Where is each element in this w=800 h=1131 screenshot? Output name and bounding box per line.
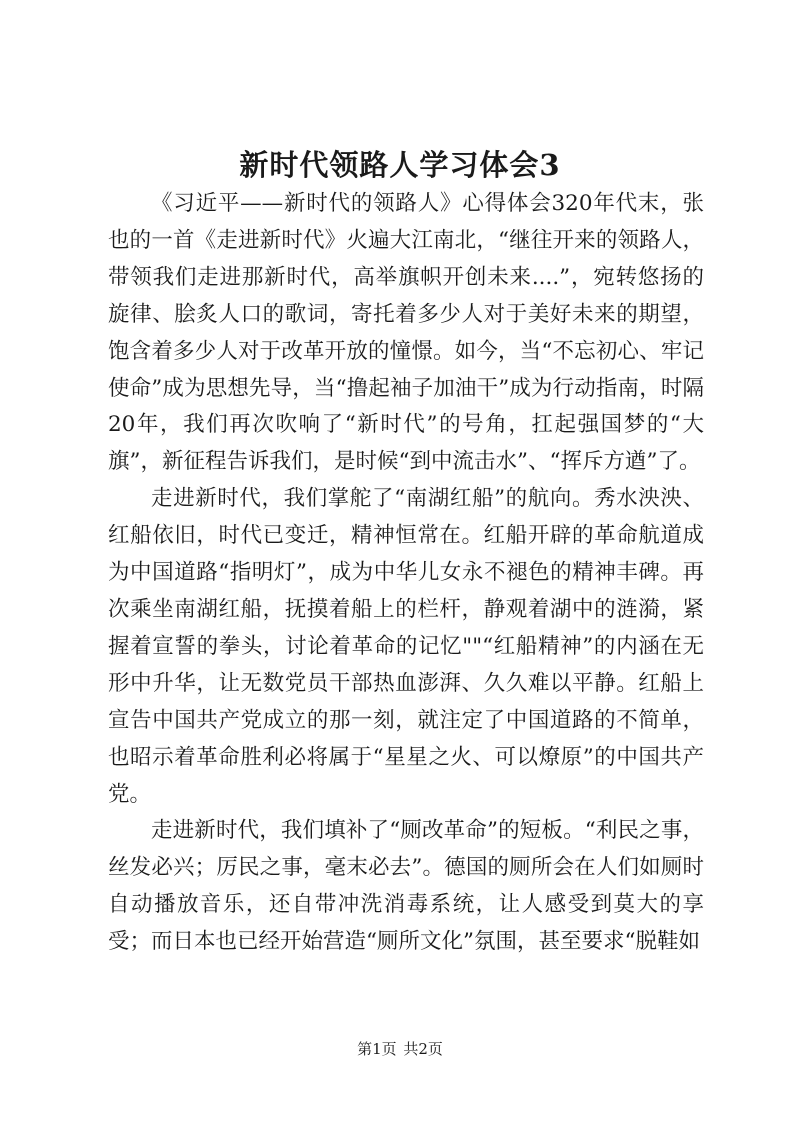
paragraph: 走进新时代，我们掌舵了“南湖红船”的航向。秀水泱泱、红船依旧，时代已变迁，精神恒常在。红船开辟的革命航道成为中国道路“指明灯”，成为中华儿女永不褪色的精神丰碑。再次乘坐南湖红船，抚摸着船上的栏杆，静观着湖中的涟漪，紧握着宣誓的拳头，讨论着革命的记忆""“红船精神”的内涵在无形中升华，让无数党员干部热血澎湃、久久难以平静。红船上宣告中国共产党成立的那一刻，就注定了中国道路的不简单，也昭示着革命胜利必将属于“星星之火、可以燎原”的中国共产党。 [108, 486, 704, 807]
page-footer [0, 1038, 800, 1059]
paragraph: 走进新时代，我们填补了“厕改革命”的短板。“利民之事，丝发必兴；厉民之事，毫末必去”。德国的厕所会在人们如厕时自动播放音乐，还自带冲洗消毒系统，让人感受到莫大的享受；而日本也已经开始营造“厕所文化”氛围，甚至要求“脱鞋如 [108, 818, 704, 955]
document-body [108, 186, 704, 961]
document-title: 新时代领路人学习体会3 [239, 148, 561, 182]
paragraph: 《习近平——新时代的领路人》心得体会320年代末，张也的一首《走进新时代》火遍大江南北，“继往开来的领路人，带领我们走进那新时代，高举旗帜开创未来....”，宛转悠扬的旋律、脍炙人口的歌词，寄托着多少人对于美好未来的期望，饱含着多少人对于改革开放的憧憬。如今，当“不忘初心、牢记使命”成为思想先导，当“撸起袖子加油干”成为行动指南，时隔20年，我们再次吹响了“新时代”的号角，扛起强国梦的“大旗”，新征程告诉我们，是时候“到中流击水”、“挥斥方遒”了。 [108, 191, 704, 475]
page-number: 第1页 [357, 1040, 397, 1058]
page-total: 共2页 [403, 1040, 443, 1058]
